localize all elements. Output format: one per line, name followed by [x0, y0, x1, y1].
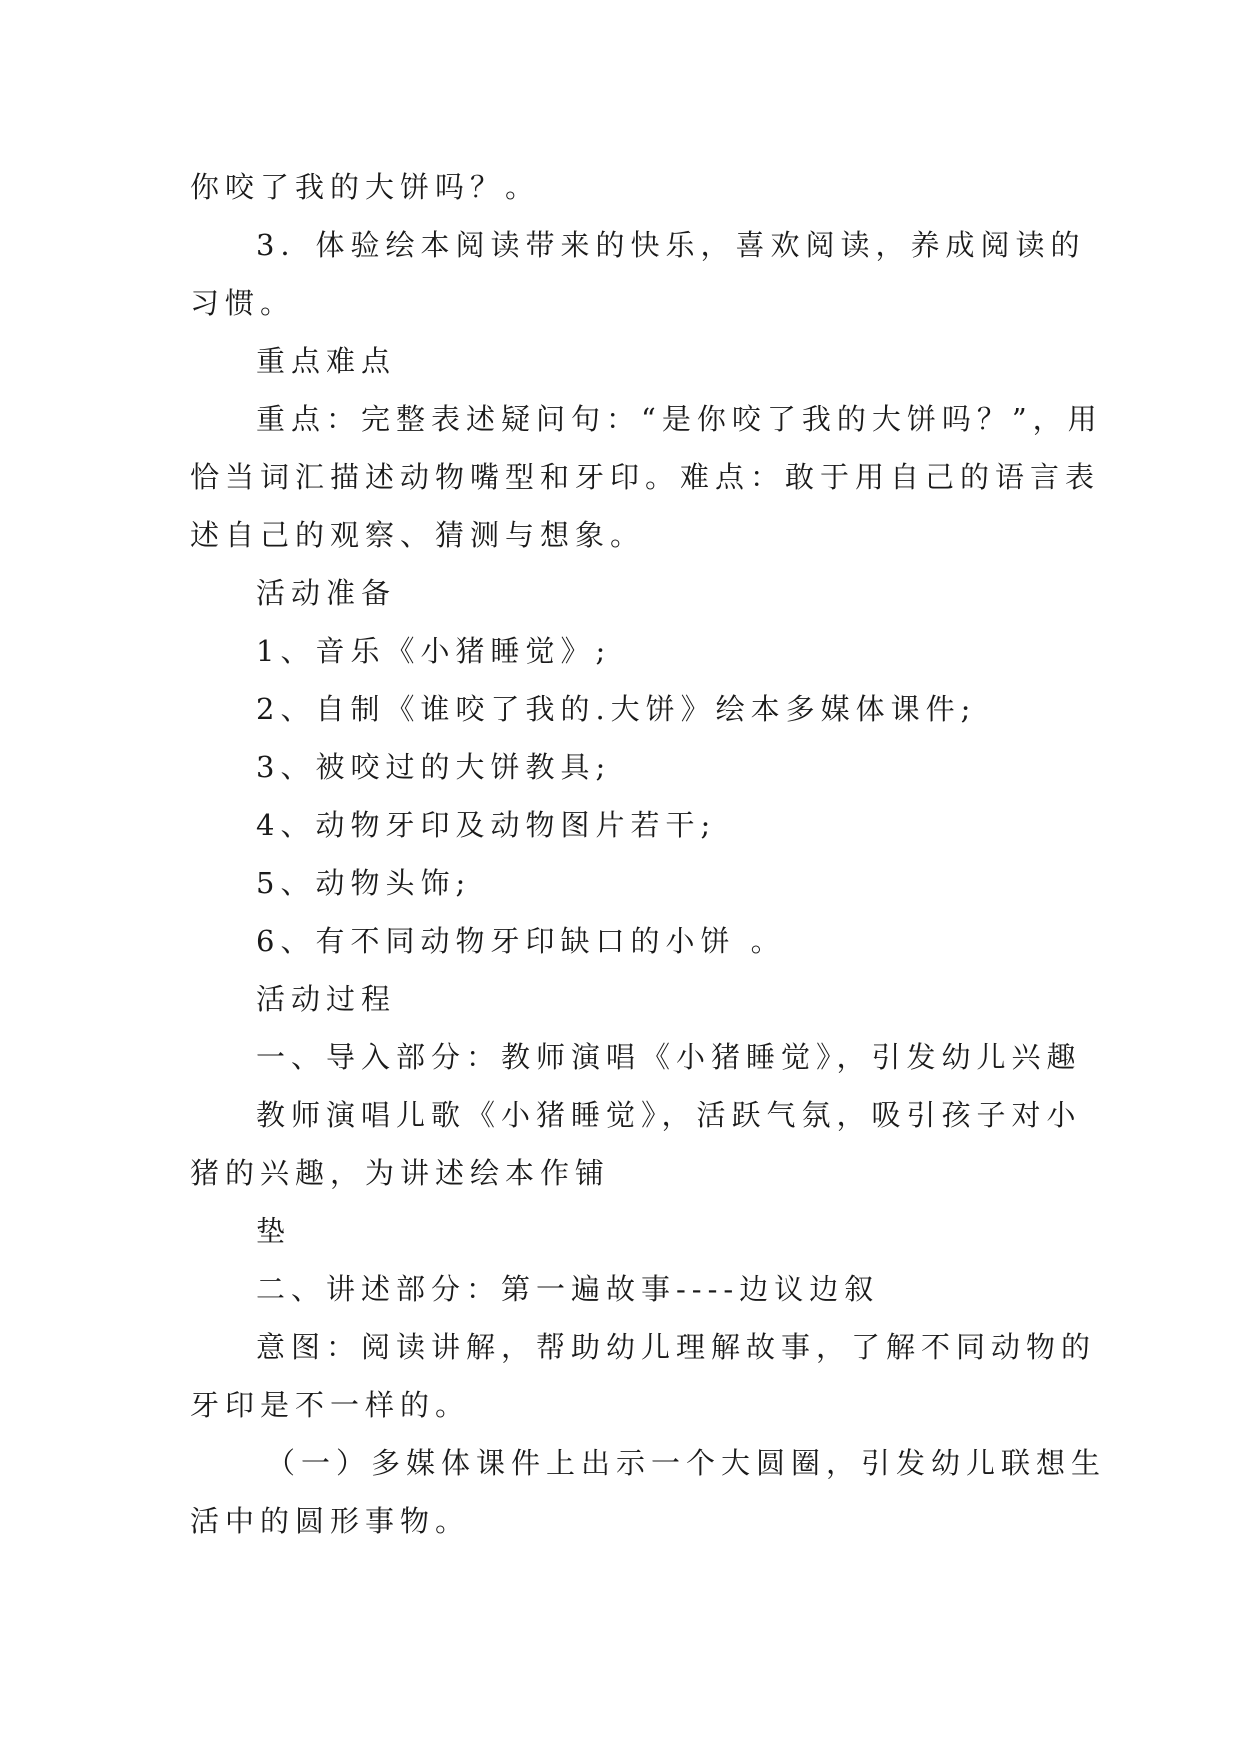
text-line: 习惯。: [190, 286, 296, 320]
list-item: 5、动物头饰;: [256, 866, 472, 900]
paragraph-line: 垫: [256, 1214, 292, 1248]
list-item: 2、自制《谁咬了我的.大饼》绘本多媒体课件;: [256, 692, 977, 726]
list-item: 4、动物牙印及动物图片若干;: [256, 808, 717, 842]
section-heading: 活动过程: [256, 982, 397, 1016]
subheading: 二、讲述部分：第一遍故事----边议边叙: [256, 1272, 880, 1306]
list-item: 3、被咬过的大饼教具;: [256, 750, 612, 784]
paragraph-line: （一）多媒体课件上出示一个大圆圈，引发幼儿联想生: [266, 1446, 1107, 1480]
paragraph-line: 恰当词汇描述动物嘴型和牙印。难点：敢于用自己的语言表: [190, 460, 1101, 494]
paragraph-line: 教师演唱儿歌《小猪睡觉》，活跃气氛，吸引孩子对小: [256, 1098, 1082, 1132]
paragraph-line: 重点：完整表述疑问句：“是你咬了我的大饼吗？”，用: [256, 402, 1103, 436]
paragraph-line: 意图：阅读讲解，帮助幼儿理解故事，了解不同动物的: [256, 1330, 1097, 1364]
document-body: [190, 158, 1107, 1550]
text-line: 你咬了我的大饼吗？。: [190, 170, 541, 204]
subheading: 一、导入部分：教师演唱《小猪睡觉》，引发幼儿兴趣: [256, 1040, 1082, 1074]
list-item: 6、有不同动物牙印缺口的小饼 。: [256, 924, 786, 958]
section-heading: 重点难点: [256, 344, 397, 378]
paragraph-line: 活中的圆形事物。: [190, 1504, 471, 1538]
list-item: 1、音乐《小猪睡觉》;: [256, 634, 612, 668]
paragraph-line: 牙印是不一样的。: [190, 1388, 471, 1422]
list-item: 3．体验绘本阅读带来的快乐，喜欢阅读，养成阅读的: [256, 228, 1086, 262]
section-heading: 活动准备: [256, 576, 397, 610]
paragraph-line: 猪的兴趣，为讲述绘本作铺: [190, 1156, 611, 1190]
paragraph-line: 述自己的观察、猜测与想象。: [190, 518, 646, 552]
